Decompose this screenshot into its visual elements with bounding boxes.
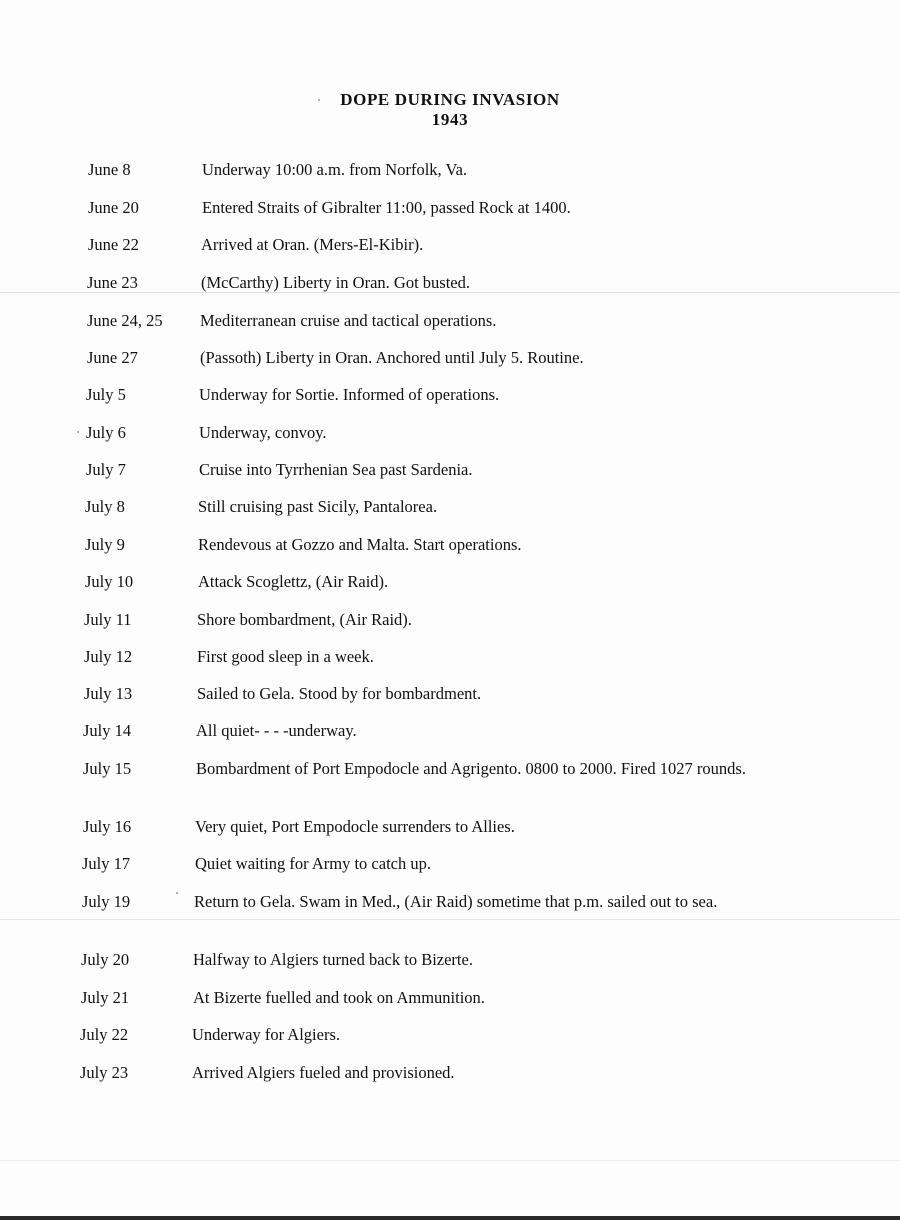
entry-text: Rendevous at Gozzo and Malta. Start operations.: [198, 535, 522, 554]
entry-date: July 8: [85, 497, 125, 516]
scan-speck: [176, 892, 178, 894]
scan-artifact-line: [0, 1160, 900, 1161]
entry-text: Quiet waiting for Army to catch up.: [195, 854, 431, 873]
entry-text: Underway for Algiers.: [192, 1025, 341, 1044]
entry-date: July 23: [80, 1063, 129, 1082]
scan-speck: [77, 431, 79, 433]
entry-text: Sailed to Gela. Stood by for bombardment.: [197, 684, 482, 703]
entry-text: Arrived Algiers fueled and provisioned.: [192, 1063, 455, 1082]
entry-text: Shore bombardment, (Air Raid).: [197, 610, 412, 629]
entry-date: July 14: [83, 721, 132, 740]
entry-text: Return to Gela. Swam in Med., (Air Raid) sometime that p.m. sailed out to sea.: [194, 892, 718, 911]
entry-date: July 5: [86, 385, 126, 404]
entry-date: July 16: [83, 817, 132, 836]
entry-date: July 7: [86, 460, 126, 479]
entry-date: July 22: [80, 1025, 129, 1044]
entry-date: July 6: [86, 423, 126, 442]
entry-text: At Bizerte fuelled and took on Ammunition.: [193, 988, 485, 1007]
entry-date: July 15: [83, 759, 132, 778]
entry-date: June 24, 25: [87, 311, 163, 330]
entry-date: July 12: [84, 647, 133, 666]
entry-date: July 9: [85, 535, 125, 554]
entry-date: July 11: [84, 610, 132, 629]
entry-text: Underway, convoy.: [199, 423, 327, 442]
entry-date: July 20: [81, 950, 130, 969]
scan-artifact-line: [0, 292, 900, 293]
entry-date: June 22: [88, 235, 139, 254]
scan-artifact-line: [0, 1216, 900, 1220]
entry-text: First good sleep in a week.: [197, 647, 374, 666]
scan-speck: [318, 99, 320, 101]
entry-text: Still cruising past Sicily, Pantalorea.: [198, 497, 438, 516]
entry-date: June 23: [87, 273, 138, 292]
entry-text: Halfway to Algiers turned back to Bizerte.: [193, 950, 473, 969]
entry-date: July 13: [84, 684, 133, 703]
entry-text: Mediterranean cruise and tactical operations.: [200, 311, 497, 330]
entry-text: Very quiet, Port Empodocle surrenders to Allies.: [195, 817, 515, 836]
document-title: DOPE DURING INVASION: [340, 90, 560, 109]
scan-artifact-line: [0, 919, 900, 920]
document-year: 1943: [431, 110, 469, 129]
entry-date: June 20: [88, 198, 139, 217]
entry-date: July 19: [82, 892, 131, 911]
entry-text: Bombardment of Port Empodocle and Agrigento. 0800 to 2000. Fired 1027 rounds.: [196, 759, 746, 778]
entry-text: (McCarthy) Liberty in Oran. Got busted.: [201, 273, 470, 292]
entry-date: July 21: [81, 988, 130, 1007]
entry-date: June 27: [87, 348, 138, 367]
entry-date: July 10: [85, 572, 134, 591]
entry-date: July 17: [82, 854, 131, 873]
entry-text: All quiet- - - -underway.: [196, 721, 357, 740]
entry-text: Attack Scoglettz, (Air Raid).: [198, 572, 389, 591]
entry-text: Arrived at Oran. (Mers-El-Kibir).: [201, 235, 424, 254]
entry-text: Cruise into Tyrrhenian Sea past Sardenia.: [199, 460, 473, 479]
entry-text: (Passoth) Liberty in Oran. Anchored until July 5. Routine.: [200, 348, 584, 367]
entry-text: Underway 10:00 a.m. from Norfolk, Va.: [202, 160, 468, 179]
entry-text: Underway for Sortie. Informed of operations.: [199, 385, 500, 404]
entry-text: Entered Straits of Gibralter 11:00, passed Rock at 1400.: [202, 198, 571, 217]
entry-date: June 8: [88, 160, 131, 179]
